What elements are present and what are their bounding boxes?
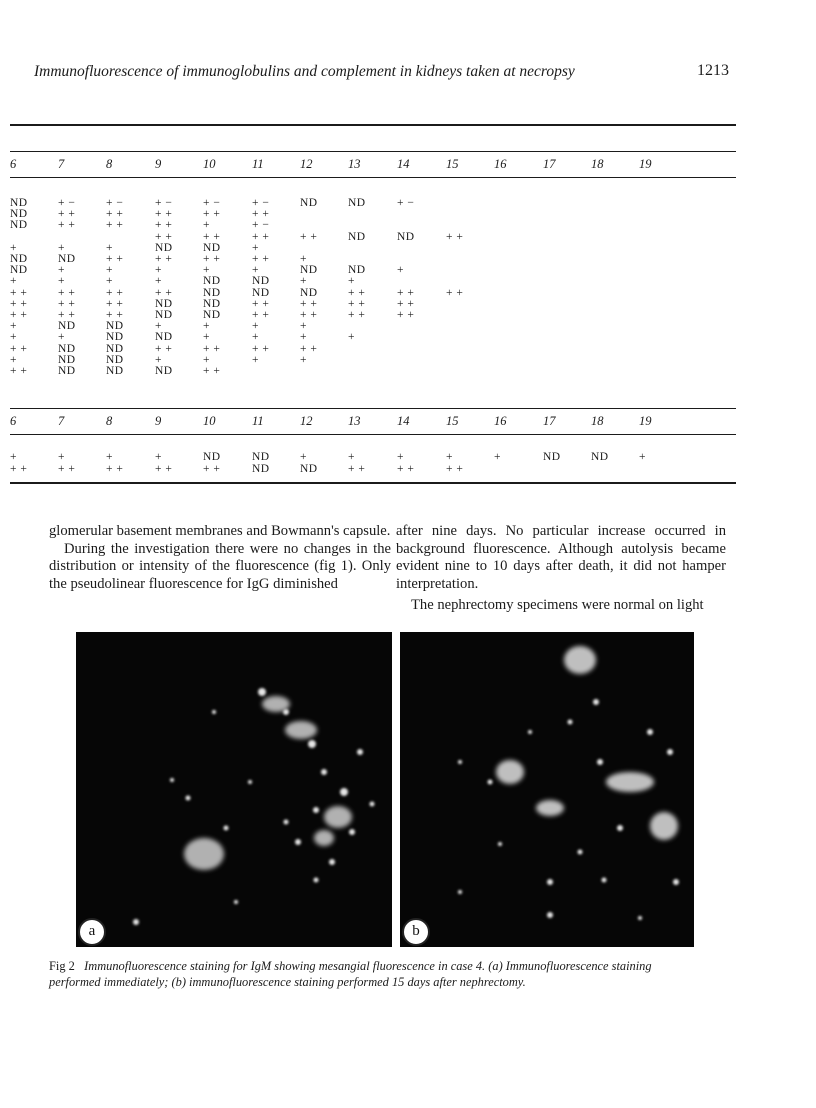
table-cell: ND <box>203 297 221 310</box>
table-cell: + <box>155 353 162 366</box>
column-header: 10 <box>203 414 216 428</box>
body-text-right-column <box>396 523 726 615</box>
table-cell: + <box>155 320 162 333</box>
table-cell: ND <box>300 286 318 299</box>
table-cell: ND <box>203 286 221 299</box>
table-cell: ND <box>203 275 221 288</box>
column-header: 7 <box>58 157 65 171</box>
page-number: 1213 <box>697 62 729 79</box>
table-cell: + + <box>58 208 76 221</box>
table-cell: + <box>106 451 113 463</box>
table-cell: + + <box>252 208 270 221</box>
table-cell: ND <box>300 462 318 475</box>
column-header: 11 <box>252 157 264 171</box>
table-cell: + <box>348 275 355 288</box>
table-cell: + <box>252 241 259 254</box>
table-cell: ND <box>106 320 124 333</box>
table-cell: + <box>10 451 17 463</box>
table-cell: + + <box>348 309 366 321</box>
table-cell: + + <box>106 219 124 232</box>
table-cell: ND <box>591 451 609 463</box>
table-cell: + <box>10 353 17 366</box>
table-cell: ND <box>252 462 270 475</box>
table-cell: + <box>155 264 162 277</box>
table-cell: + + <box>58 462 76 475</box>
table-cell: + + <box>58 286 76 299</box>
table-cell: + <box>300 253 307 265</box>
column-header: 19 <box>639 157 652 171</box>
column-header: 12 <box>300 157 313 171</box>
table-cell: + <box>397 264 404 277</box>
table-cell: ND <box>155 241 173 254</box>
table-cell: + + <box>155 342 173 355</box>
table-cell: ND <box>106 353 124 366</box>
table-cell: + + <box>397 462 415 475</box>
table-cell: + <box>58 331 65 344</box>
table-cell: + <box>494 451 501 463</box>
table-cell: + <box>10 320 17 333</box>
table-cell: ND <box>155 297 173 310</box>
running-header-title: Immunofluorescence of immunoglobulins and complement in kidneys taken at necropsy <box>34 63 575 80</box>
table-cell: + <box>203 264 210 277</box>
column-header: 8 <box>106 157 113 171</box>
table-cell: + + <box>252 297 270 310</box>
table-cell: + <box>300 331 307 344</box>
column-header: 17 <box>543 157 556 171</box>
table-cell: + <box>300 320 307 333</box>
table-cell: + + <box>155 462 173 475</box>
table-cell: + − <box>252 197 270 209</box>
table-cell: + + <box>300 342 318 355</box>
table-cell: + <box>106 241 113 254</box>
table-cell: ND <box>10 208 28 221</box>
table-cell: ND <box>58 342 76 355</box>
column-header: 8 <box>106 414 113 428</box>
table-cell: + <box>58 264 65 277</box>
caption-text: Immunofluorescence staining for IgM showing mesangial fluorescence in case 4. (a) Immunofluorescence staining performed immediately; (b) immunofluorescence staining performed 15 days after nephrectomy. <box>49 959 652 989</box>
table-cell: ND <box>155 309 173 321</box>
table-cell: ND <box>543 451 561 463</box>
table-cell: + + <box>252 253 270 265</box>
table-cell: + <box>155 275 162 288</box>
paragraph: The nephrectomy specimens were normal on light <box>411 597 704 614</box>
table-cell: + <box>639 451 646 463</box>
table-cell: + <box>203 331 210 344</box>
paragraph: after nine days. No particular increase occurred in background fluorescence. Although autolysis became evident nine to 10 days after death, it did not hamper interpretation. <box>396 523 726 592</box>
column-header: 10 <box>203 157 216 171</box>
table-cell: + <box>252 331 259 344</box>
table-cell: + <box>106 275 113 288</box>
panel-label-a: a <box>78 918 106 946</box>
table-cell: + + <box>300 230 318 243</box>
table-cell: + <box>10 241 17 254</box>
table-cell: + + <box>58 219 76 232</box>
table2-header-bottom-rule <box>10 434 736 435</box>
table-bottom-rule <box>10 482 736 484</box>
table1-header-top-rule <box>10 151 736 152</box>
table-cell: ND <box>252 451 270 463</box>
column-header: 19 <box>639 414 652 428</box>
table-cell: + + <box>106 309 124 321</box>
table-cell: ND <box>348 230 366 243</box>
caption-label: Fig 2 <box>49 959 75 973</box>
column-header: 14 <box>397 157 410 171</box>
table-cell: + − <box>106 197 124 209</box>
table-cell: + − <box>252 219 270 232</box>
table-cell: ND <box>348 197 366 209</box>
table-cell: + + <box>203 253 221 265</box>
table-cell: + <box>106 264 113 277</box>
table-cell: ND <box>155 331 173 344</box>
table-cell: ND <box>300 197 318 209</box>
table-cell: + + <box>348 462 366 475</box>
column-header: 14 <box>397 414 410 428</box>
table-cell: + − <box>203 197 221 209</box>
column-header: 18 <box>591 157 604 171</box>
table-cell: ND <box>252 286 270 299</box>
table-cell: ND <box>58 320 76 333</box>
table-cell: + + <box>397 297 415 310</box>
table-cell: ND <box>348 264 366 277</box>
table-cell: + + <box>155 219 173 232</box>
table-cell: + + <box>155 286 173 299</box>
table-cell: + <box>397 451 404 463</box>
table-cell: + + <box>348 297 366 310</box>
table-cell: + + <box>252 309 270 321</box>
paragraph: During the investigation there were no changes in the distribution or intensity of the fluorescence (fig 1). Only the pseudolinear fluorescence for IgG diminished <box>49 540 391 592</box>
paragraph: glomerular basement membranes and Bowmann's capsule. <box>49 523 391 539</box>
column-header: 16 <box>494 157 507 171</box>
column-header: 7 <box>58 414 65 428</box>
table-cell: + <box>252 320 259 333</box>
column-header: 15 <box>446 157 459 171</box>
table-cell: + <box>300 353 307 366</box>
table-cell: + + <box>10 309 28 321</box>
table-cell: ND <box>203 309 221 321</box>
table2-header-top-rule <box>10 408 736 409</box>
table-cell: + <box>58 241 65 254</box>
table-cell: + + <box>446 230 464 243</box>
table-cell: + + <box>106 297 124 310</box>
table-cell: ND <box>10 264 28 277</box>
table-cell: ND <box>106 365 124 377</box>
table-cell: + + <box>10 297 28 310</box>
table-cell: ND <box>58 353 76 366</box>
table-cell: + + <box>203 230 221 243</box>
table-cell: + + <box>252 342 270 355</box>
table-cell: + <box>348 451 355 463</box>
table-cell: + + <box>155 253 173 265</box>
table-cell: ND <box>10 219 28 232</box>
column-header: 9 <box>155 157 162 171</box>
table-cell: ND <box>10 253 28 265</box>
table-cell: + + <box>252 230 270 243</box>
table-cell: + <box>58 451 65 463</box>
table-cell: + + <box>446 286 464 299</box>
micrograph-panel-b <box>400 632 694 947</box>
table-cell: + <box>203 219 210 232</box>
table-cell: ND <box>155 365 173 377</box>
table-cell: ND <box>252 275 270 288</box>
table-cell: ND <box>397 230 415 243</box>
table-cell: + <box>300 451 307 463</box>
table-cell: + + <box>397 309 415 321</box>
table-cell: + <box>58 275 65 288</box>
table-cell: + + <box>300 309 318 321</box>
table-cell: + + <box>348 286 366 299</box>
table-cell: + <box>252 353 259 366</box>
column-header: 18 <box>591 414 604 428</box>
table-cell: + + <box>106 286 124 299</box>
table-cell: + + <box>203 365 221 377</box>
table-cell: + + <box>10 342 28 355</box>
table-cell: ND <box>10 197 28 209</box>
table-cell: + + <box>10 286 28 299</box>
column-header: 12 <box>300 414 313 428</box>
table-cell: ND <box>300 264 318 277</box>
table-cell: + − <box>58 197 76 209</box>
table1-header-bottom-rule <box>10 177 736 178</box>
table-cell: + <box>252 264 259 277</box>
table-cell: + <box>155 451 162 463</box>
table-cell: + + <box>203 342 221 355</box>
table-cell: ND <box>203 451 221 463</box>
column-header: 16 <box>494 414 507 428</box>
table-cell: + + <box>106 208 124 221</box>
column-header: 13 <box>348 414 361 428</box>
table-cell: + <box>10 331 17 344</box>
table-cell: + <box>203 353 210 366</box>
table-cell: + + <box>300 297 318 310</box>
column-header: 6 <box>10 414 17 428</box>
table-cell: + − <box>155 197 173 209</box>
micrograph-panel-a <box>76 632 392 947</box>
table-top-rule <box>10 124 736 126</box>
table-cell: + + <box>106 253 124 265</box>
table-cell: + + <box>203 462 221 475</box>
column-header: 15 <box>446 414 459 428</box>
table-cell: + + <box>155 230 173 243</box>
table-cell: + <box>203 320 210 333</box>
column-header: 11 <box>252 414 264 428</box>
table-cell: + + <box>397 286 415 299</box>
table-cell: + + <box>446 462 464 475</box>
table-cell: + + <box>203 208 221 221</box>
table-cell: + <box>348 331 355 344</box>
column-header: 17 <box>543 414 556 428</box>
table-cell: + <box>446 451 453 463</box>
panel-label-b: b <box>402 918 430 946</box>
table-cell: ND <box>58 365 76 377</box>
column-header: 13 <box>348 157 361 171</box>
figure-caption <box>49 958 689 990</box>
table-cell: + <box>10 275 17 288</box>
table-cell: + + <box>10 462 28 475</box>
column-header: 6 <box>10 157 17 171</box>
table-cell: + + <box>106 462 124 475</box>
table-cell: ND <box>58 253 76 265</box>
table-cell: + <box>300 275 307 288</box>
table-cell: ND <box>106 331 124 344</box>
table-cell: + + <box>10 365 28 377</box>
table-cell: + + <box>155 208 173 221</box>
table-cell: ND <box>106 342 124 355</box>
table-cell: + − <box>397 197 415 209</box>
column-header: 9 <box>155 414 162 428</box>
table-cell: + + <box>58 297 76 310</box>
table-cell: ND <box>203 241 221 254</box>
table-cell: + + <box>58 309 76 321</box>
body-text-left-column <box>49 523 391 593</box>
